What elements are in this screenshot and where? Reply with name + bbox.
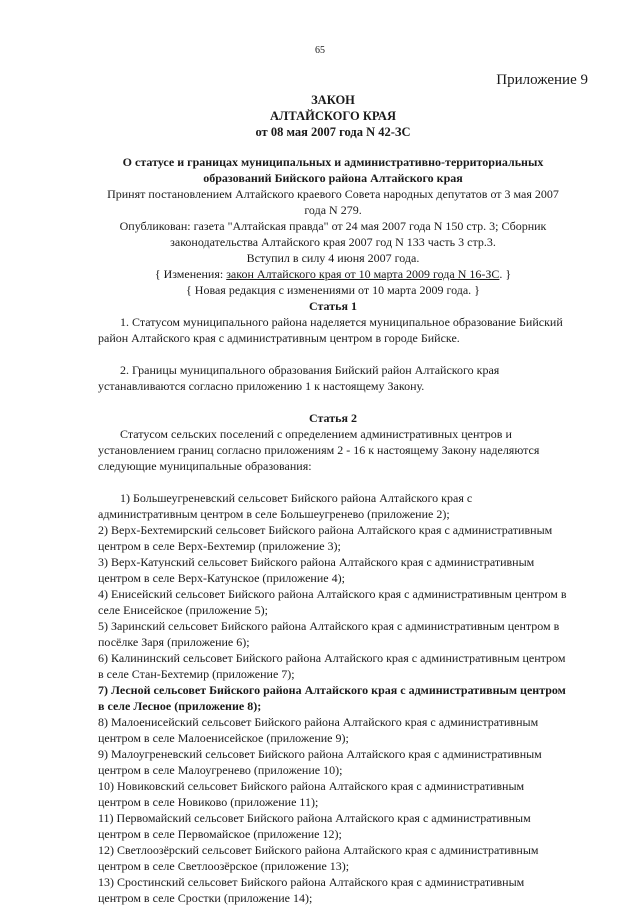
appendix-label: Приложение 9 <box>496 72 588 88</box>
spacer <box>98 394 568 410</box>
spacer <box>98 474 568 490</box>
changes-link[interactable]: закон Алтайского края от 10 марта 2009 года N 16-ЗС <box>226 267 500 281</box>
settlement-list <box>98 490 568 906</box>
list-item: 9) Малоугреневский сельсовет Бийского района Алтайского края с административным центром в селе Малоугренево (приложение 10); <box>98 747 542 777</box>
revision-note: { Новая редакция с изменениями от 10 марта 2009 года. } <box>186 283 480 297</box>
list-item: 10) Новиковский сельсовет Бийского района Алтайского края с административным центром в селе Новиково (приложение 11); <box>98 779 525 809</box>
title-line-3: от 08 мая 2007 года N 42-ЗС <box>255 125 411 139</box>
article-2-heading: Статья 2 <box>309 411 357 425</box>
list-item: 4) Енисейский сельсовет Бийского района Алтайского края с административным центром в селе Енисейское (приложение 5); <box>98 587 567 617</box>
list-item: 6) Калининский сельсовет Бийского района Алтайского края с административным центром в селе Стан-Бехтемир (приложение 7); <box>98 651 566 681</box>
title-line-2: АЛТАЙСКОГО КРАЯ <box>270 109 396 123</box>
subject-line-1: О статусе и границах муниципальных и административно-территориальных <box>122 155 544 169</box>
list-item: 13) Сростинский сельсовет Бийского района Алтайского края с административным центром в селе Сростки (приложение 14); <box>98 875 525 905</box>
subject-line-2: образований Бийского района Алтайского края <box>203 171 463 185</box>
law-subject <box>98 154 568 186</box>
published-line-1: Опубликован: газета "Алтайская правда" от 24 мая 2007 года N 150 стр. 3; Сборник <box>119 219 547 233</box>
adopted-line-1: Принят постановлением Алтайского краевого Совета народных депутатов от 3 мая 2007 <box>107 187 559 201</box>
list-item-highlighted: 7) Лесной сельсовет Бийского района Алтайского края с административным центром в селе Лесное (приложение 8); <box>98 683 566 713</box>
list-item: 11) Первомайский сельсовет Бийского района Алтайского края с административным центром в селе Первомайское (приложение 12); <box>98 811 531 841</box>
article-1-paragraph-1: 1. Статусом муниципального района наделяется муниципальное образование Бийский район Алтайского края с административным центром в городе Бийске. <box>98 315 563 345</box>
article-1-paragraph-2: 2. Границы муниципального образования Бийский район Алтайского края устанавливаются согласно приложению 1 к настоящему Закону. <box>98 363 500 393</box>
changes-line <box>98 266 568 282</box>
changes-prefix: { Изменения: <box>154 267 227 281</box>
list-item: 3) Верх-Катунский сельсовет Бийского района Алтайского края с административным центром в селе Верх-Катунское (приложение 4); <box>98 555 535 585</box>
document-body <box>98 92 568 906</box>
title-line-1: ЗАКОН <box>311 93 355 107</box>
article-1-heading: Статья 1 <box>309 299 357 313</box>
list-item: 2) Верх-Бехтемирский сельсовет Бийского района Алтайского края с административным центром в селе Верх-Бехтемир (приложение 3); <box>98 523 553 553</box>
law-meta <box>98 186 568 298</box>
spacer <box>98 346 568 362</box>
list-item: 12) Светлоозёрский сельсовет Бийского района Алтайского края с административным центром в селе Светлоозёрское (приложение 13); <box>98 843 539 873</box>
published-line-2: законодательства Алтайского края 2007 год N 133 часть 3 стр.3. <box>170 235 496 249</box>
page-number: 65 <box>315 45 325 56</box>
list-item: 1) Большеугреневский сельсовет Бийского района Алтайского края с административным центром в селе Большеугренево (приложение 2); <box>98 491 473 521</box>
adopted-line-2: года N 279. <box>304 203 362 217</box>
list-item: 8) Малоенисейский сельсовет Бийского района Алтайского края с административным центром в селе Малоенисейское (приложение 9); <box>98 715 539 745</box>
list-item: 5) Заринский сельсовет Бийского района Алтайского края с административным центром в посёлке Заря (приложение 6); <box>98 619 560 649</box>
law-title <box>98 92 568 140</box>
effective-date: Вступил в силу 4 июня 2007 года. <box>246 251 420 265</box>
article-2-intro: Статусом сельских поселений с определением административных центров и установлением границ согласно приложениям 2 - 16 к настоящему Закону наделяются следующие муниципальные образования: <box>98 427 540 473</box>
changes-suffix: . } <box>499 267 512 281</box>
